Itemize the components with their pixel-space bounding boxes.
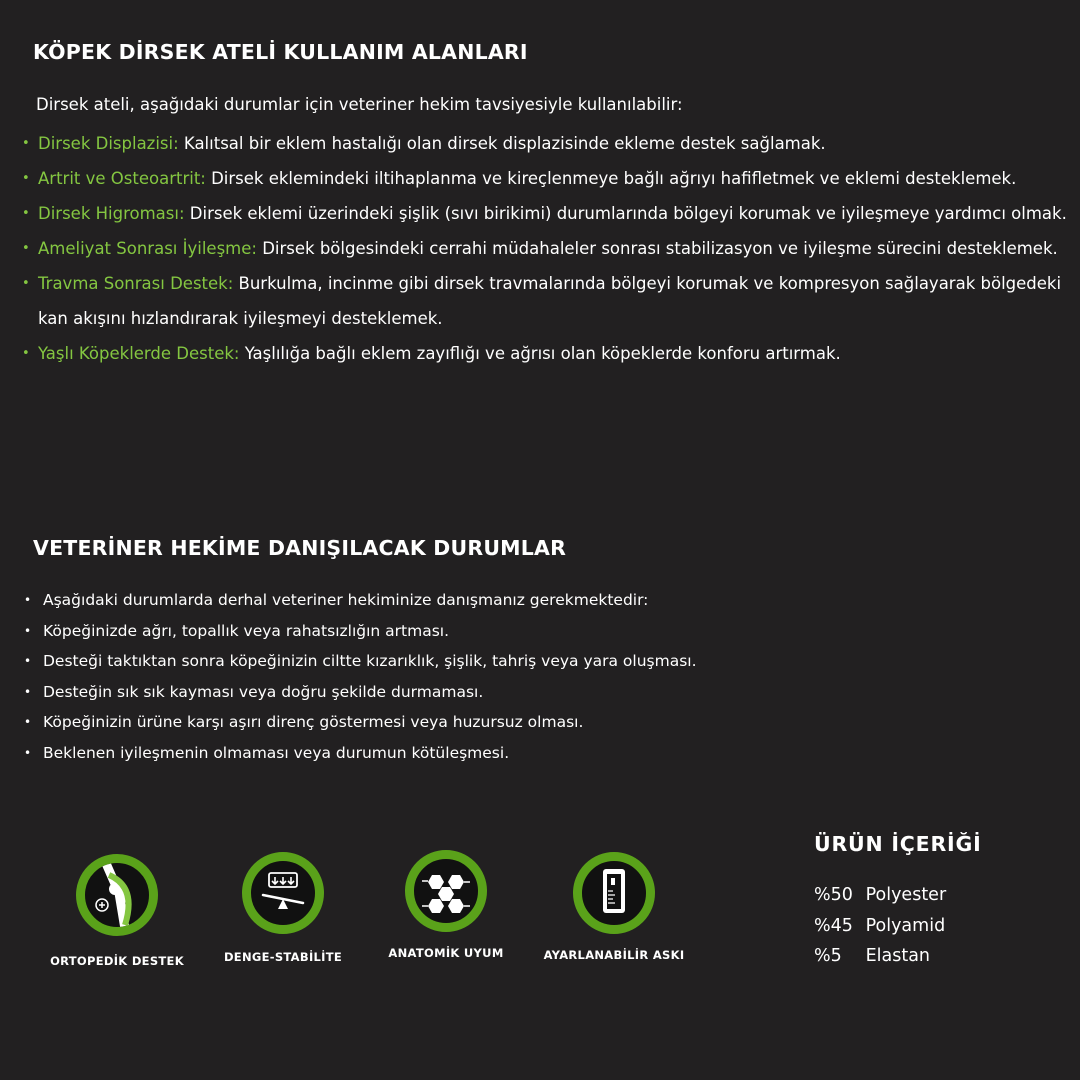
- list-item: [22, 266, 1067, 336]
- list-item: [22, 161, 1067, 196]
- hexagon-cells-icon: [405, 850, 487, 932]
- bullet-icon: •: [22, 276, 30, 291]
- item-text: Dirsek bölgesindeki cerrahi müdahaleler sonrası stabilizasyon ve iyileşme sürecini desteklemek.: [256, 239, 1058, 258]
- ruler-strap-icon: [573, 852, 655, 934]
- item-text: Dirsek eklemindeki iltihaplanma ve kireçlenmeye bağlı ağrıyı hafifletmek ve eklemi desteklemek.: [205, 169, 1017, 188]
- material-percent: %45: [814, 915, 853, 936]
- feature-label: ANATOMİK UYUM: [388, 946, 504, 960]
- feature-label: AYARLANABİLİR ASKI: [543, 948, 685, 962]
- bullet-icon: •: [24, 745, 32, 760]
- item-text: Kalıtsal bir eklem hastalığı olan dirsek displazisinde ekleme destek sağlamak.: [178, 134, 826, 153]
- item-text: Desteği taktıktan sonra köpeğinizin ciltte kızarıklık, şişlik, tahriş veya yara oluşması.: [43, 652, 697, 670]
- bullet-icon: •: [22, 346, 30, 361]
- feature-label: DENGE-STABİLİTE: [223, 950, 343, 964]
- item-term: Travma Sonrası Destek:: [38, 274, 234, 293]
- joint-bone-icon: [76, 854, 158, 936]
- list-item: [22, 231, 1067, 266]
- feature-anatomic: [361, 850, 531, 960]
- item-text: Köpeğinizin ürüne karşı aşırı direnç göstermesi veya huzursuz olması.: [43, 713, 584, 731]
- item-text: Yaşlılığa bağlı eklem zayıflığı ve ağrısı olan köpeklerde konforu artırmak.: [239, 344, 841, 363]
- material-percent: %50: [814, 885, 853, 905]
- bullet-icon: •: [22, 136, 30, 151]
- bullet-icon: •: [22, 241, 30, 256]
- item-text: Desteğin sık sık kayması veya doğru şekilde durmaması.: [43, 682, 484, 701]
- item-term: Ameliyat Sonrası İyileşme:: [38, 239, 257, 258]
- list-item: [22, 336, 1067, 371]
- feature-adjustable-strap: [529, 852, 699, 962]
- feature-label: ORTOPEDİK DESTEK: [50, 954, 184, 968]
- material-name: Polyamid: [865, 915, 946, 936]
- material-percent: %5: [814, 946, 842, 966]
- contents-list: [814, 880, 946, 972]
- item-text: Burkulma, incinme gibi dirsek travmalarında bölgeyi korumak ve kompresyon sağlayarak bölgedeki kan akışını hızlandırarak iyileşmeyi desteklemek.: [38, 274, 1062, 328]
- list-item: [22, 196, 1067, 231]
- list-item: [24, 677, 1064, 708]
- item-term: Yaşlı Köpeklerde Destek:: [38, 344, 240, 363]
- bullet-icon: •: [24, 715, 32, 729]
- list-item: [24, 616, 1064, 647]
- item-term: Artrit ve Osteoartrit:: [38, 169, 206, 188]
- list-item: [814, 911, 946, 942]
- usage-list: [22, 126, 1067, 371]
- balance-icon: [242, 852, 324, 934]
- consult-list: [24, 585, 1064, 768]
- contents-title: ÜRÜN İÇERİĞİ: [814, 832, 982, 856]
- item-text: Aşağıdaki durumlarda derhal veteriner hekiminize danışmanız gerekmektedir:: [43, 591, 649, 609]
- feature-balance: [198, 852, 368, 964]
- section-title-consult: VETERİNER HEKİME DANIŞILACAK DURUMLAR: [33, 536, 567, 560]
- material-name: Elastan: [865, 946, 931, 966]
- bullet-icon: •: [24, 623, 32, 638]
- item-term: Dirsek Higroması:: [38, 204, 185, 223]
- list-item: [814, 941, 946, 972]
- section-intro: Dirsek ateli, aşağıdaki durumlar için veteriner hekim tavsiyesiyle kullanılabilir:: [36, 95, 683, 114]
- item-text: Dirsek eklemi üzerindeki şişlik (sıvı birikimi) durumlarında bölgeyi korumak ve iyileşmeye yardımcı olmak.: [184, 204, 1067, 223]
- bullet-icon: •: [24, 593, 32, 607]
- item-text: Köpeğinizde ağrı, topallık veya rahatsızlığın artması.: [43, 621, 450, 640]
- feature-orthopedic: [32, 854, 202, 968]
- list-item: [22, 126, 1067, 161]
- section-title-usage: KÖPEK DİRSEK ATELİ KULLANIM ALANLARI: [33, 40, 528, 64]
- list-item: [24, 646, 1064, 677]
- bullet-icon: •: [22, 206, 30, 221]
- material-name: Polyester: [865, 885, 947, 905]
- item-term: Dirsek Displazisi:: [38, 134, 179, 153]
- list-item: [814, 880, 946, 911]
- bullet-icon: •: [24, 684, 32, 699]
- list-item: [24, 707, 1064, 738]
- list-item: [24, 738, 1064, 769]
- bullet-icon: •: [22, 171, 30, 186]
- item-text: Beklenen iyileşmenin olmaması veya durumun kötüleşmesi.: [43, 743, 510, 762]
- bullet-icon: •: [24, 654, 32, 668]
- list-item: [24, 585, 1064, 616]
